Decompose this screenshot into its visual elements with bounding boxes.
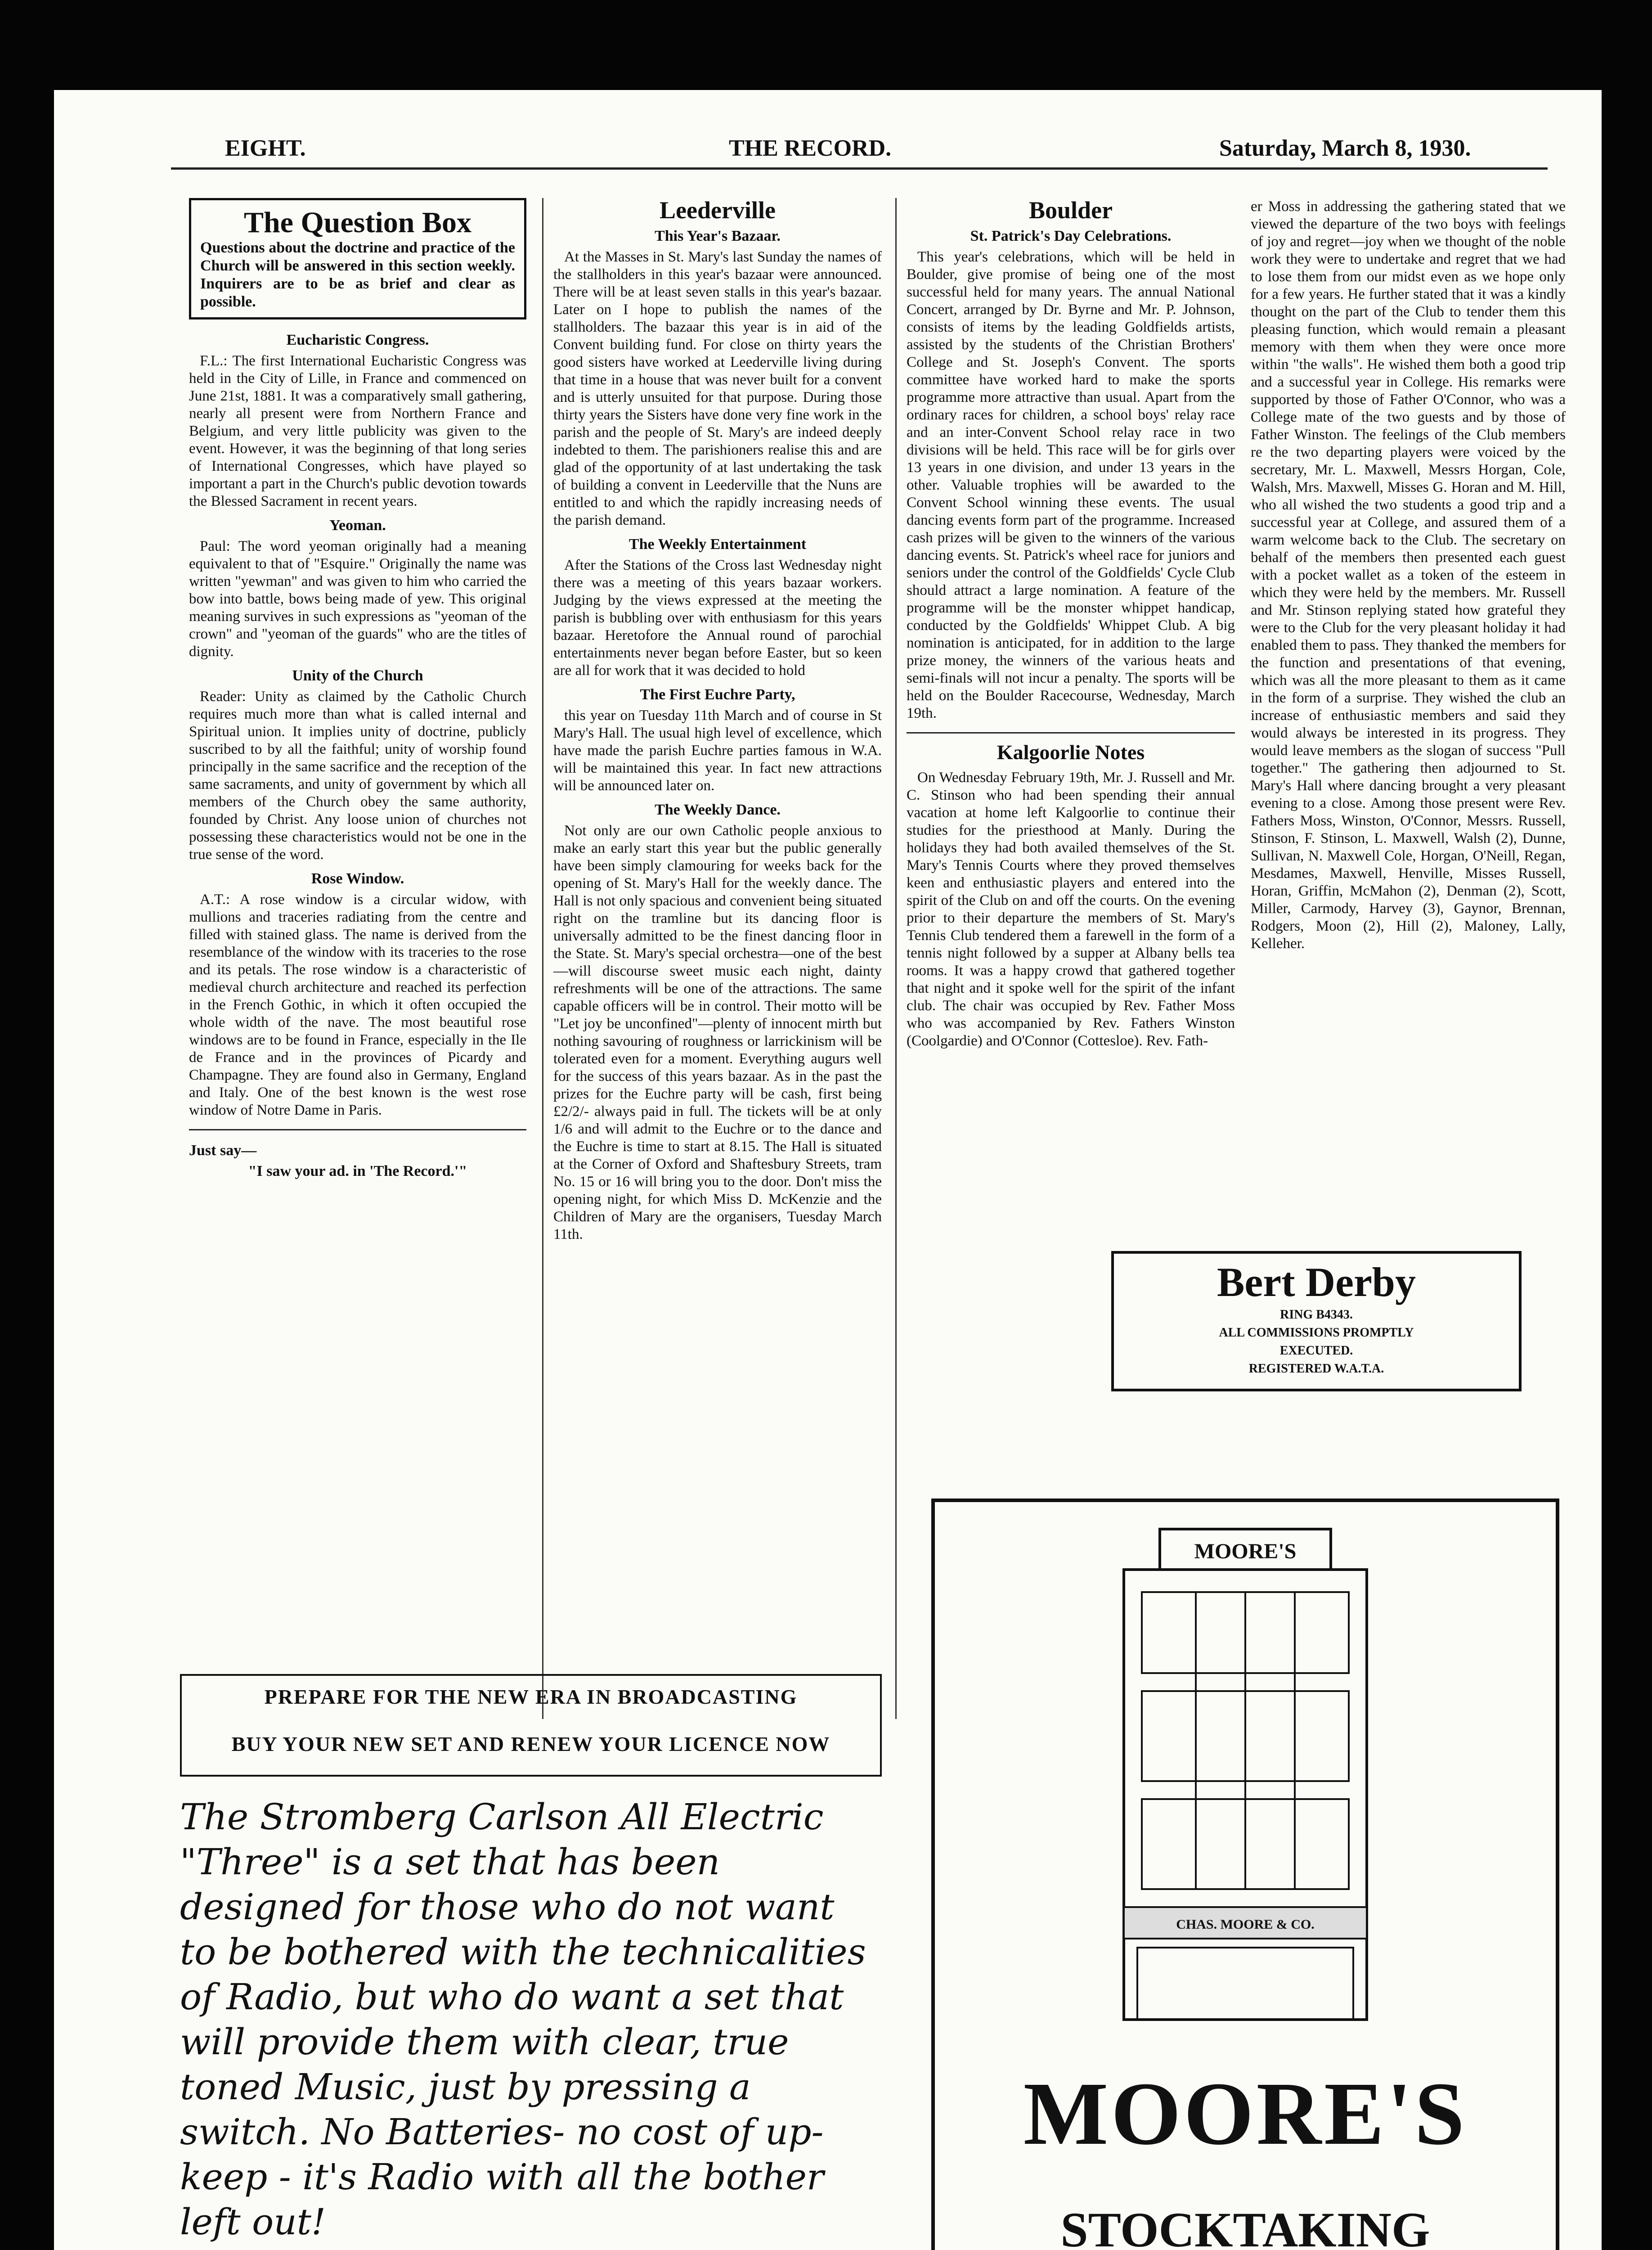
store-sign: CHAS. MOORE & CO. bbox=[1176, 1917, 1315, 1932]
header-rule bbox=[171, 167, 1548, 170]
masthead: THE RECORD. bbox=[729, 135, 892, 161]
bert-derby-phone: RING B4343. bbox=[1280, 1308, 1353, 1322]
column-rule bbox=[542, 198, 543, 1719]
building-sign: MOORE'S bbox=[1194, 1539, 1297, 1563]
bert-derby-line2: ALL COMMISSIONS PROMPTLY bbox=[1219, 1326, 1414, 1340]
dance-heading: The Weekly Dance. bbox=[655, 801, 781, 818]
eucharistic-heading: Eucharistic Congress. bbox=[286, 332, 429, 348]
question-box-column bbox=[189, 198, 526, 1182]
banner-bottom: BUY YOUR NEW SET AND RENEW YOUR LICENCE NOW bbox=[231, 1732, 830, 1755]
bert-derby-line4: REGISTERED W.A.T.A. bbox=[1248, 1362, 1384, 1376]
kalgoorlie-continued-column bbox=[1251, 198, 1566, 956]
question-box-title: The Question Box bbox=[243, 206, 472, 239]
just-say-line: "I saw your ad. in 'The Record.'" bbox=[248, 1163, 467, 1179]
moores-building-illustration bbox=[1106, 1502, 1385, 2042]
radio-banner bbox=[180, 1674, 882, 1777]
yeoman-body: Paul: The word yeoman originally had a meaning equivalent to that of "Esquire." Originally the name was written "yewman" and was given to him who carried the bow into battle, bows being made of yew. This original meaning survives in such expressions as "yeoman of the crown" and "yeoman of the guards" who are the titles of dignity. bbox=[189, 538, 526, 660]
question-box bbox=[189, 198, 526, 320]
leederville-column bbox=[553, 198, 882, 1247]
stocktaking: STOCKTAKING bbox=[1060, 2202, 1430, 2250]
eucharistic-body: F.L.: The first International Eucharistic Congress was held in the City of Lille, in France and commenced on June 21st, 1881. It was a comparatively small gathering, nearly all present were from Northern France and Belgium, and very little publicity was given to the event. However, it was the beginning of that long series of International Congresses, which have played so important a part in the Church's public devotion towards the Blessed Sacrament in recent years. bbox=[189, 353, 526, 509]
bert-derby-ad bbox=[1111, 1251, 1522, 1391]
kalgoorlie-continued-body: er Moss in addressing the gathering stated that we viewed the departure of the two boys with feelings of joy and regret—joy when we thought of the noble work they were to undertake and regret that we had to lose them from our midst even as we hope only for a few years. He further stated that it was a kindly thought on the part of the Club to tender them this pleasing function, which would remain a pleasant memory with them when they were once more within "the walls". He wished them both a good trip and a successful year in College. His remarks were supported by those of Father O'Connor, who was a College mate of the two guests and by those of Father Winston. The feelings of the Club members re the two departing players were voiced by the secretary, Mr. L. Maxwell, Messrs Horgan, Cole, Walsh, Mrs. Maxwell, Misses G. Horan and M. Hill, who all wished the two students a good trip and a successful year at College, and assured them of a warm welcome back to the Club. The secretary on behalf of the members then presented each guest with a pocket wallet as a token of the esteem in which they were held by the members. Mr. Russell and Mr. Stinson replying stated how grateful they were to the Club for the very pleasant holiday it had enabled them to pass. They thanked the members for the function and presentations of that evening, which was all the more pleasant to them as it came in the form of a surprise. They wished the club an increase of enthusiastic members and said they would always be interested in its progress. They would leave members as the slogan of success "Pull together." The gathering then adjourned to St. Mary's Hall where dancing brought a very pleasant evening to a close. Among those present were Rev. Fathers Moss, Winston, O'Connor, Messrs. Russell, Stinson, F. Stinson, L. Maxwell, Walsh (2), Dunne, Sullivan, N. Maxwell Cole, Horgan, O'Neill, Regan, Mesdames, Maxwell, Henville, Misses Russell, Horan, Griffin, McMahon (2), Denman (2), Scott, Miller, Carmody, Harvey (3), Gaynor, Brennan, Rodgers, Moon (2), Hill (2), Maloney, Lally, Kelleher. bbox=[1251, 198, 1566, 952]
radio-ad-copy bbox=[180, 1795, 882, 2250]
st-patricks-heading: St. Patrick's Day Celebrations. bbox=[970, 228, 1172, 244]
unity-body: Reader: Unity as claimed by the Catholic Church requires much more than what is called internal and Spiritual union. It implies unity of doctrine, publicly suscribed to by all the faithful; unity of worship found principally in the same sacrifice and the reception of the same sacraments, and unity of government by which all members of the Church obey the same authority, founded by Christ. Any loose union of churches not possessing these characteristics would not be one in the true sense of the word. bbox=[189, 688, 526, 863]
just-say: Just say— bbox=[189, 1142, 257, 1159]
entertainment-heading: The Weekly Entertainment bbox=[628, 536, 807, 553]
moores-title: MOORE'S bbox=[1023, 2064, 1468, 2164]
kalgoorlie-body: On Wednesday February 19th, Mr. J. Russell and Mr. C. Stinson who had been spending their annual vacation at home left Kalgoorlie to continue their studies for the priesthood at Manly. During the holidays they had both availed themselves of the St. Mary's Tennis Courts where they proved themselves keen and enthusiastic players and entered into the spirit of the Club on and off the courts. On the evening prior to their departure the members of St. Mary's Tennis Club tendered them a farewell in the form of a tennis night followed by a supper at Albany bells tea rooms. It was a happy crowd that gathered together that night and it spoke well for the spirit of the infant club. The chair was occupied by Rev. Father Moss who was accompanied by Rev. Fathers Winston (Coolgardie) and O'Connor (Cottesloe). Rev. Fath- bbox=[907, 770, 1235, 1049]
column-rule bbox=[895, 198, 897, 1719]
bazaar-heading: This Year's Bazaar. bbox=[655, 228, 781, 244]
bert-derby-name: Bert Derby bbox=[1217, 1259, 1416, 1305]
entertainment-body: After the Stations of the Cross last Wednesday night there was a meeting of this years bazaar workers. Judging by the views expressed at the meeting the parish is bubbling over with enthusiasm for this years bazaar. Heretofore the Annual round of parochial entertainments never began before Easter, but so keen are all for work that it was decided to hold bbox=[553, 557, 882, 679]
dance-body: Not only are our own Catholic people anxious to make an early start this year but the public generally have been simply clamouring for weeks back for the opening of St. Mary's Hall for the weekly dance. The Hall is not only spacious and convenient being situated right on the tramline but its dancing floor is universally admitted to be the finest dancing floor in the State. St. Mary's special orchestra—one of the best—will discourse sweet music each night, dainty refreshments will be one of the attractions. The same capable officers will be in control. Their motto will be "Let joy be unconfined"—plenty of innocent mirth but nothing savouring of roughness or larrickinism will be tolerated even for a moment. Everything augurs well for the success of this years bazaar. As in the past the prizes for the Euchre party will be cash, first being £2/2/- always paid in full. The tickets will be at only 1/6 and will admit to the Euchre or to the dance and the Euchre is time to start at 8.15. The Hall is situated at the Corner of Oxford and Shaftesbury Streets, tram No. 15 or 16 will bring you to the door. Don't miss the opening night, for which Miss D. McKenzie and the Children of Mary are the organisers, Tuesday March 11th. bbox=[553, 823, 882, 1242]
boulder-title: Boulder bbox=[1028, 197, 1113, 224]
bazaar-body: At the Masses in St. Mary's last Sunday the names of the stallholders in this year's bazaar were announced. There will be at least seven stalls in this year's bazaar. Later on I hope to publish the names of the stallholders. The bazaar this year is in aid of the Convent building fund. For close on thirty years the good sisters have worked at Leederville living during that time in a house that was never built for a convent and is utterly unsuited for that purpose. During those thirty years the Sisters have done very fine work in the parish and the people of St. Mary's are indeed deeply indebted to them. The parishioners realise this and are glad of the opportunity of at last undertaking the task of building a convent in Leederville that the Nuns are entitled to and which the rapidly increasing needs of the parish demand. bbox=[553, 249, 882, 528]
page-number: EIGHT. bbox=[225, 135, 306, 161]
st-patricks-body: This year's celebrations, which will be held in Boulder, give promise of being one of the most successful held for many years. The annual National Concert, arranged by Dr. Byrne and Mr. P. Johnson, consists of items by the leading Goldfields artists, assisted by the students of the Christian Brothers' College and St. Joseph's Convent. The sports committee have worked hard to make the sports programme more attractive than usual. Apart from the ordinary races for children, a school boys' relay race and an inter-Convent School relay race in two divisions will be held. This race will be for girls over 13 years in one division, and under 13 years in the other. Valuable trophies will be awarded to the Convent School winning these events. The usual dancing events form part of the programme. Increased cash prizes will be given to the winners of the various dancing events. St. Patrick's wheel race for juniors and seniors under the control of the Goldfields' Cycle Club should attract a large nomination. A feature of the programme will be the monster whippet handicap, conducted by the Goldfields' Whippet Club. A big nomination is anticipated, for in addition to the large prize money, the winners of the various heats and semi-finals will not incur a penalty. The sports will be held on the Boulder Racecourse, Wednesday, March 19th. bbox=[907, 249, 1235, 721]
yeoman-heading: Yeoman. bbox=[329, 517, 386, 534]
boulder-column bbox=[907, 198, 1235, 1053]
radio-ad bbox=[180, 1674, 882, 2250]
euchre-heading: The First Euchre Party, bbox=[640, 686, 795, 703]
question-box-desc: Questions about the doctrine and practice of the Church will be answered in this section weekly. Inquirers are to be as brief and clear as possible. bbox=[200, 239, 515, 310]
rose-window-body: A.T.: A rose window is a circular widow, with mullions and traceries radiating from the centre and filled with stained glass. The name is derived from the resemblance of the window with its traceries to the rose and its petals. The rose window is a characteristic of medieval church architecture and reached its perfection in the French Gothic, in which it often occupied the whole width of the nave. The most beautiful rose windows are to be found in France, especially in the Ile de France and in the provinces of Picardy and Champagne. They are found also in Germany, England and Italy. One of the best known is the west rose window of Notre Dame in Paris. bbox=[189, 891, 526, 1118]
divider bbox=[907, 732, 1235, 734]
issue-date: Saturday, March 8, 1930. bbox=[1219, 135, 1471, 161]
radio-ad-line1: The Stromberg Carlson All Electric "Three" is a set that has been designed for those who do not want to be bothered with the technicalities of Radio, but who do want a set that will provide them with clear, true toned Music, just by pressing a switch. No Batteries- no cost of up-keep - it's Radio with all the bother left out! bbox=[180, 1796, 866, 2243]
moores-ad bbox=[931, 1498, 1559, 2250]
euchre-body: this year on Tuesday 11th March and of course in St Mary's Hall. The usual high level of excellence, which have made the parish Euchre parties famous in W.A. will be maintained this year. In fact new attractions will be announced later on. bbox=[553, 707, 882, 794]
bert-derby-line3: EXECUTED. bbox=[1279, 1344, 1353, 1358]
unity-heading: Unity of the Church bbox=[292, 667, 423, 684]
banner-top: PREPARE FOR THE NEW ERA IN BROADCASTING bbox=[264, 1685, 798, 1708]
kalgoorlie-title: Kalgoorlie Notes bbox=[997, 741, 1145, 764]
leederville-title: Leederville bbox=[660, 197, 776, 224]
divider bbox=[189, 1129, 526, 1130]
rose-window-heading: Rose Window. bbox=[311, 870, 404, 887]
newspaper-page bbox=[54, 90, 1602, 2250]
